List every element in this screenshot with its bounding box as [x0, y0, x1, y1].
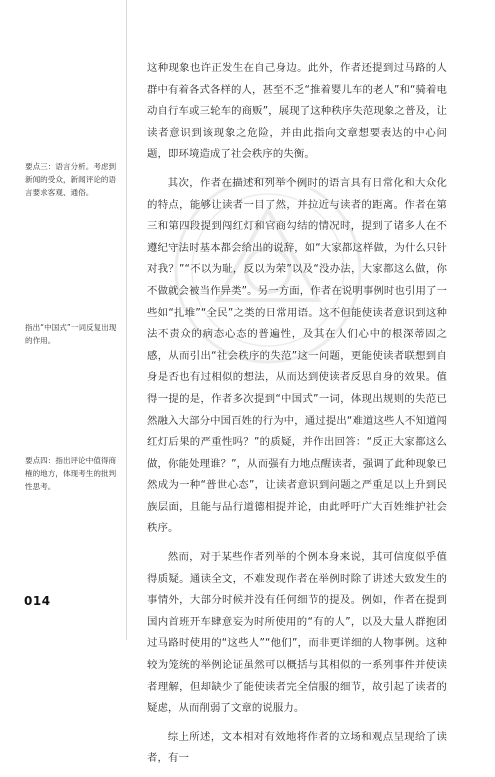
body-paragraph-3: 然而，对于某些作者列举的个例本身来说，其可信度似乎值得质疑。通读全文，不难发现作者在举例时除了讲述大致发生的事情外，大部分时候并没有任何细节的提及。例如，作者在提到国内首班开车肆意妄为时所使用的“有的人”，以及大量人群抱团过马路时使用的“这些人”“他们”，而非更详细的人物事例。这种较为笼统的举例论证虽然可以概括与其相似的一系列事件并使读者理解，但却缺少了能使读者完全信服的细节，故引起了读者的疑虑，从而削弱了文章的说服力。 — [147, 551, 447, 715]
body-paragraph-1: 这种现象也许正发生在自己身边。此外，作者还提到过马路的人群中有着各式各样的人，甚至不乏“推着婴儿车的老人”和“骑着电动自行车或三轮车的商贩”，展现了这种秩序失范现象之普及，让读者意识到该现象之危险，并由此指向文章想要表达的中心问题，即环境造成了社会秩序的失衡。 — [147, 62, 447, 161]
page-number: 014 — [24, 594, 51, 608]
body-paragraph-4: 综上所述，文本相对有效地将作者的立场和观点呈现给了读者，有一 — [147, 730, 447, 765]
sidebar-note-chinese-style: 指出“中国式”一词反复出现的作用。 — [25, 323, 117, 346]
margin-divider — [126, 0, 127, 640]
sidebar-note-critical-thinking: 要点四：指出评论中值得商榷的地方，体现考生的批判性思考。 — [25, 456, 117, 492]
body-text-column — [147, 58, 447, 777]
sidebar-note-language-analysis: 要点三：语言分析。考虑到新闻的受众，新闻评论的语言要求客观、通俗。 — [25, 162, 117, 198]
body-paragraph-2: 其次，作者在描述和列举个例时的语言具有日常化和大众化的特点，能够让读者一目了然，并拉近与读者的距离。作者在第三和第四段提到闯红灯和官商勾结的情况时，提到了诸多人在不遵纪守法时基本都会给出的说辞，如“大家都这样做，为什么只针对我？”“不以为耻，反以为荣”以及“没办法，大家都这么做，你不做就会被当作异类”。另一方面，作者在说明事例时也引用了一些如“扎堆”“全民”之类的日常用语。这不但能使读者意识到这种法不责众的病态心态的普遍性，及其在人们心中的根深蒂固之感，从而引出“社会秩序的失范”这一问题，更能使读者联想到自身是否也有过相似的想法，从而达到使读者反思自身的效果。值得一提的是，作者多次提到“中国式”一词，体现出规则的失范已然融入大部分中国百姓的行为中，通过提出“难道这些人不知道闯红灯后果的严重性吗？”的质疑，并作出回答：“反正大家都这么做，你能处理谁？”，从而强有力地点醒读者，强调了此种现象已然成为一种“普世心态”，让读者意识到问题之严重足以上升到民族层面，且能与品行道德相提并论，由此呼吁广大百姓维护社会秩序。 — [147, 176, 447, 535]
